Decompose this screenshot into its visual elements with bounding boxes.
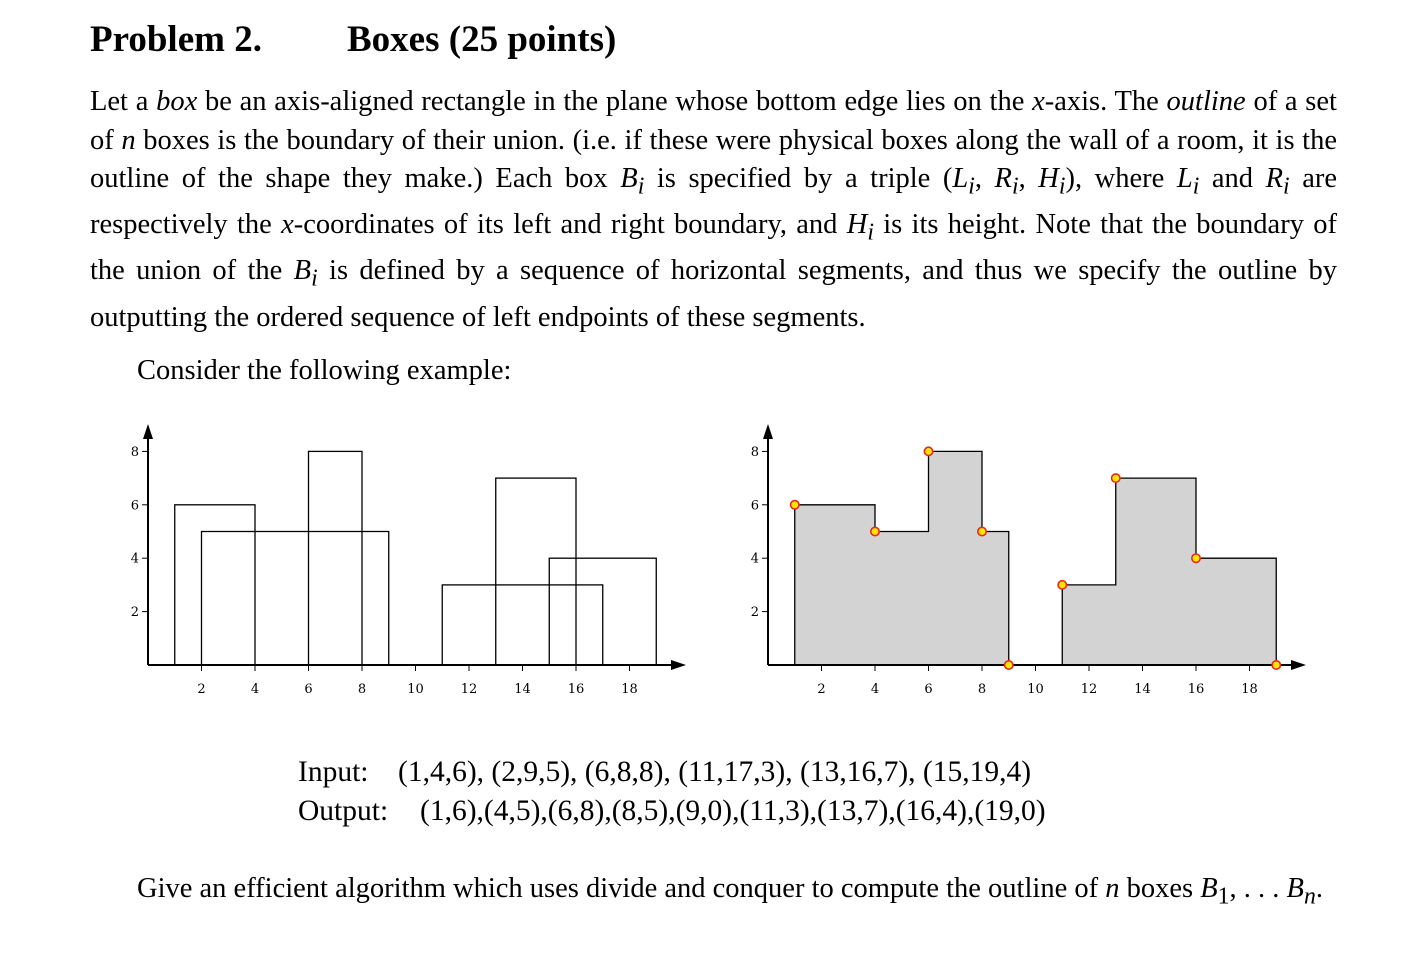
x-tick-label: 16 (1187, 682, 1205, 697)
box-rect (175, 505, 255, 665)
problem-heading (90, 18, 616, 61)
problem-title: Boxes (25 points) (347, 19, 617, 60)
x-tick-label: 12 (1080, 682, 1098, 697)
y-tick-label: 8 (130, 444, 139, 460)
y-axis-arrow (763, 424, 773, 439)
y-tick-label: 2 (750, 605, 759, 621)
x-axis-arrow (1291, 660, 1306, 670)
x-tick-label: 8 (357, 682, 367, 697)
outline-point-marker (978, 527, 986, 535)
input-label: Input: (298, 756, 369, 788)
box-rect (202, 532, 389, 666)
y-tick-label: 4 (130, 551, 139, 567)
output-line (298, 792, 1046, 831)
task-statement: Give an efficient algorithm which uses divide and conquer to compute the outline of n boxes $B_1$, . . . $B_n$. (137, 873, 1323, 910)
x-tick-label: 8 (977, 682, 987, 697)
y-axis-arrow (143, 424, 153, 439)
example-io (298, 753, 1046, 830)
outline-region (1062, 478, 1276, 665)
x-tick-label: 16 (567, 682, 585, 697)
problem-description: Let a box be an axis-aligned rectangle in the plane whose bottom edge lies on the x-axis. The outline of a set of n boxes is the boundary of their union. (i.e. if these were physical boxes along the wall of a room, it is the outline of the shape they make.) Each box $B_i$ is specified by a triple ($L_i$, $R_i$, $H_i$), where $L_i$ and $R_i$ are respectively the x-coordinates of its left and right boundary, and $H_i$ is its height. Note that the boundary of the union of the $B_i$ is defined by a sequence of horizontal segments, and thus we specify the outline by outputting the ordered sequence of left endpoints of these segments. (90, 86, 1338, 333)
box-rect (309, 451, 363, 665)
outline-region (795, 451, 1009, 665)
x-tick-label: 18 (1241, 682, 1258, 697)
x-tick-label: 10 (1027, 682, 1044, 697)
x-tick-label: 6 (924, 682, 933, 697)
outline-point-marker (924, 447, 932, 455)
outline-figure (730, 418, 1320, 708)
y-tick-label: 2 (130, 605, 139, 621)
box-rect (496, 478, 576, 665)
outline-point-marker (1272, 661, 1280, 669)
outline-point-marker (791, 501, 799, 509)
input-line (298, 753, 1046, 792)
y-tick-label: 6 (130, 498, 139, 514)
x-tick-label: 12 (460, 682, 478, 697)
x-axis-arrow (671, 660, 686, 670)
output-value: (1,6),(4,5),(6,8),(8,5),(9,0),(11,3),(13,7),(16,4),(19,0) (420, 794, 1046, 827)
x-tick-label: 6 (304, 682, 313, 697)
output-label: Output: (298, 794, 389, 827)
example-intro: Consider the following example: (137, 355, 512, 386)
y-tick-label: 8 (750, 444, 759, 460)
outline-point-marker (1005, 661, 1013, 669)
outline-point-marker (1192, 554, 1200, 562)
y-tick-label: 6 (750, 498, 759, 514)
input-value: (1,4,6), (2,9,5), (6,8,8), (11,17,3), (13,16,7), (15,19,4) (398, 756, 1032, 788)
x-tick-label: 4 (250, 682, 260, 697)
x-tick-label: 10 (407, 682, 424, 697)
x-tick-label: 4 (870, 682, 880, 697)
x-tick-label: 18 (621, 682, 638, 697)
box-rect (442, 585, 603, 665)
x-tick-label: 14 (514, 682, 531, 697)
y-tick-label: 4 (750, 551, 759, 567)
outline-point-marker (1058, 581, 1066, 589)
x-tick-label: 14 (1134, 682, 1151, 697)
problem-number: Problem 2. (90, 19, 262, 60)
x-tick-label: 2 (817, 682, 826, 697)
x-tick-label: 2 (197, 682, 206, 697)
outline-point-marker (871, 527, 879, 535)
outline-point-marker (1112, 474, 1120, 482)
boxes-figure (110, 418, 700, 708)
